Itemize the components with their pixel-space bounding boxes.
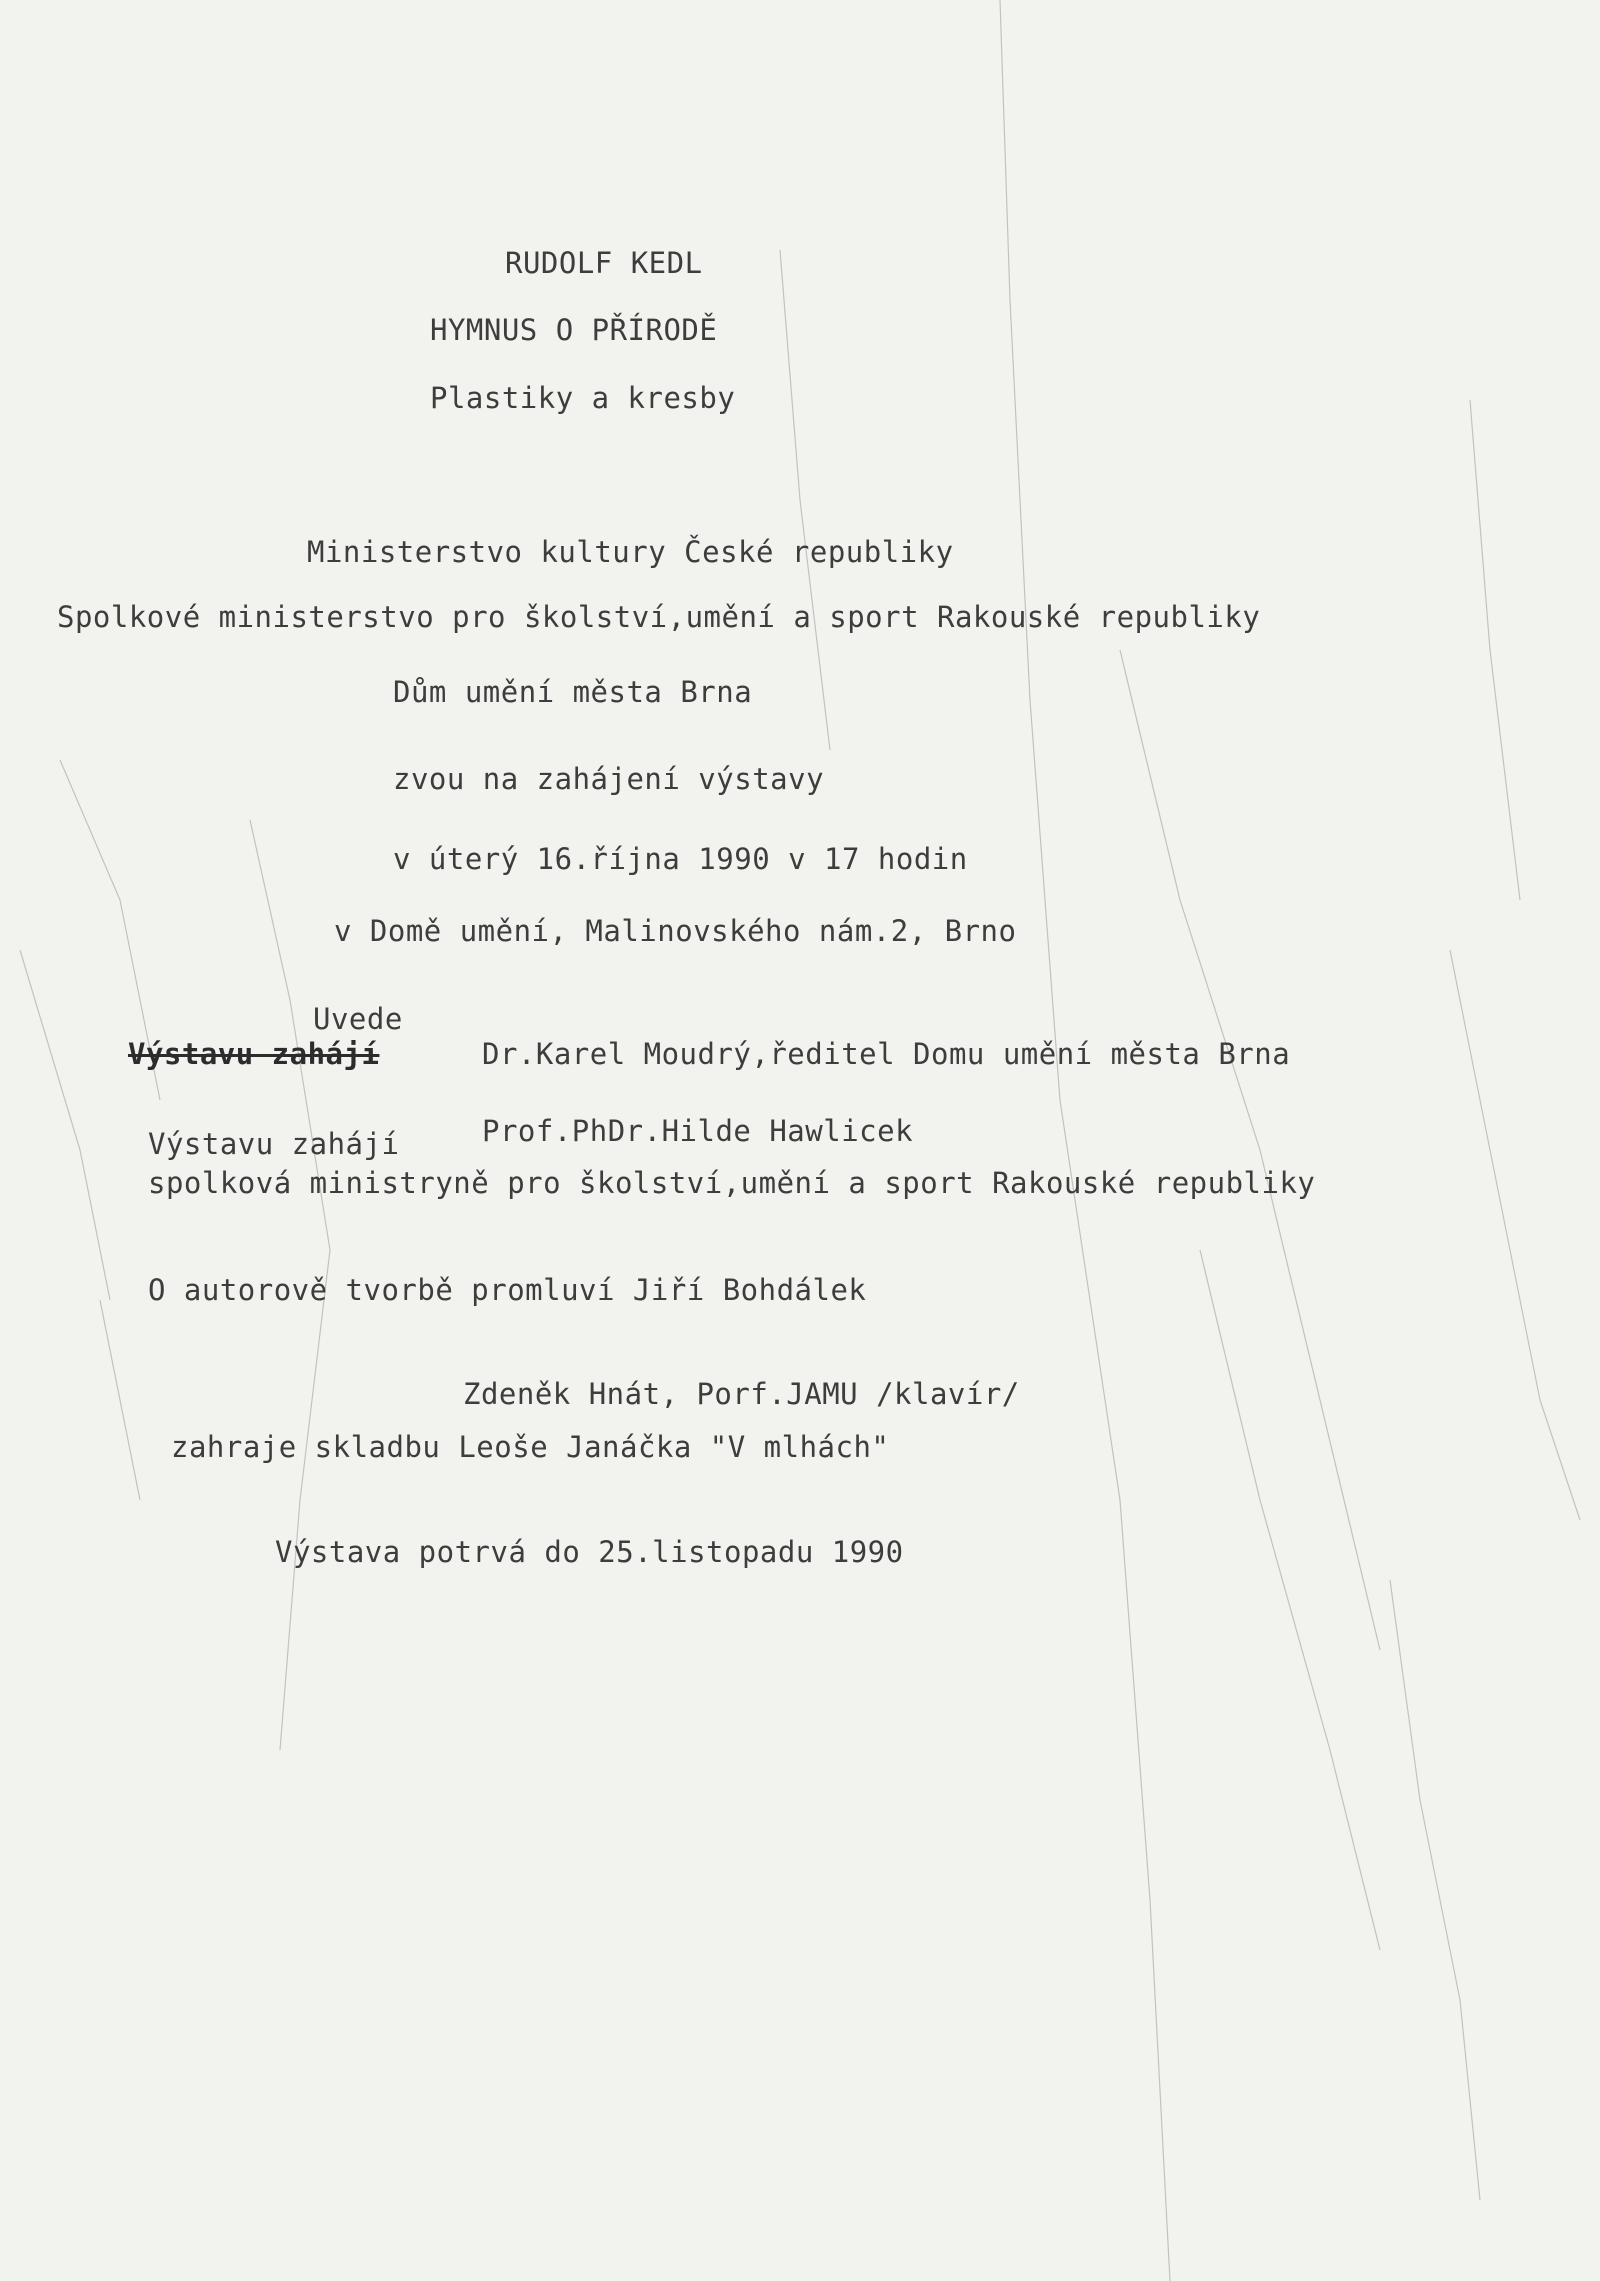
- venue: v Domě umění, Malinovského nám.2, Brno: [334, 914, 1017, 948]
- introduced-by-label: Uvede: [313, 1002, 403, 1036]
- author-name: RUDOLF KEDL: [505, 246, 703, 280]
- organizer-austrian-ministry: Spolkové ministerstvo pro školství,umění a sport Rakouské republiky: [57, 600, 1261, 634]
- speech-line: O autorově tvorbě promluví Jiří Bohdálek: [148, 1273, 867, 1307]
- invitation-text: zvou na zahájení výstavy: [393, 762, 825, 796]
- organizer-ministry-culture: Ministerstvo kultury České republiky: [307, 535, 954, 569]
- opening-role: spolková ministryně pro školství,umění a sport Rakouské republiky: [148, 1166, 1316, 1200]
- musician-line: Zdeněk Hnát, Porf.JAMU /klavír/: [463, 1377, 1020, 1411]
- exhibition-duration: Výstava potrvá do 25.listopadu 1990: [275, 1535, 904, 1569]
- opening-label: Výstavu zahájí: [148, 1127, 400, 1161]
- exhibition-subtitle: Plastiky a kresby: [430, 381, 736, 415]
- struck-out-text: Výstavu zahájí: [128, 1037, 380, 1071]
- date-time: v úterý 16.října 1990 v 17 hodin: [393, 842, 968, 876]
- introduced-by: Dr.Karel Moudrý,ředitel Domu umění města Brna: [482, 1037, 1291, 1071]
- opening-person: Prof.PhDr.Hilde Hawlicek: [482, 1114, 914, 1148]
- music-line: zahraje skladbu Leoše Janáčka "V mlhách": [171, 1430, 890, 1464]
- exhibition-title: HYMNUS O PŘÍRODĚ: [430, 313, 718, 347]
- organizer-house-of-art: Dům umění města Brna: [393, 675, 753, 709]
